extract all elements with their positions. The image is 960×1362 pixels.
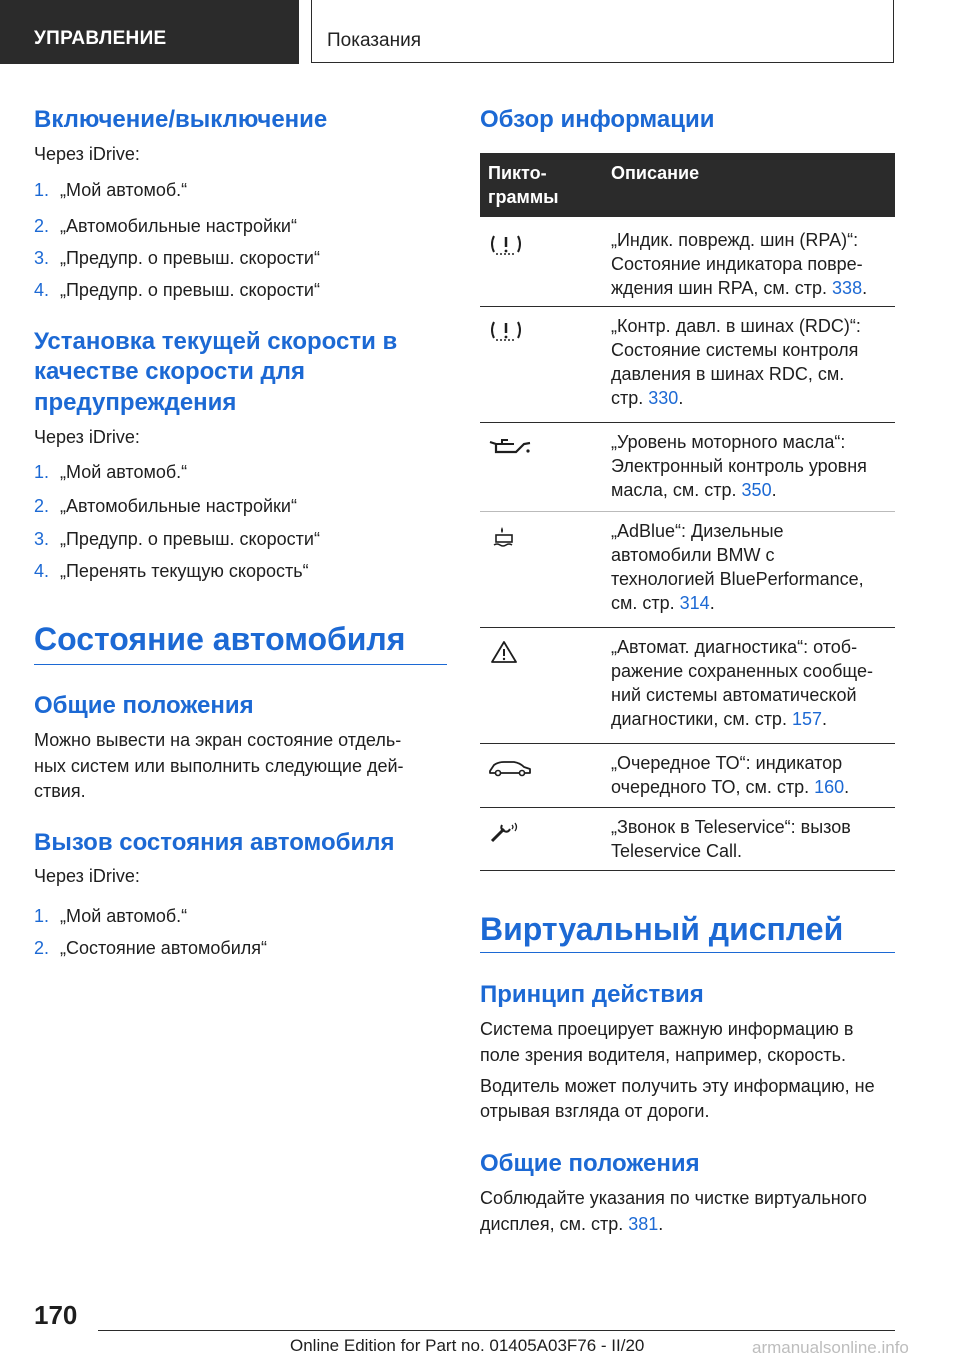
warning-triangle-icon	[488, 639, 528, 665]
edition-text: Online Edition for Part no. 01405A03F76 - II/20	[290, 1336, 645, 1355]
page-link[interactable]: 338	[832, 278, 863, 298]
row-description: „Автомат. диагностика“: отоб- ражение сохраненных сообще- ний системы автоматической диагностики, см. стр. 157.	[611, 637, 874, 729]
page-link[interactable]: 314	[679, 593, 710, 613]
paragraph-line: Водитель может получить эту информацию, не	[480, 1076, 875, 1096]
heading-general: Общие положения	[34, 692, 254, 719]
heading-on-off: Включение/выключение	[34, 106, 328, 133]
row-description: „Очередное ТО“: индикатор очередного ТО, см. стр. 160.	[611, 753, 850, 797]
page-link[interactable]: 381	[628, 1214, 659, 1234]
row-divider	[480, 306, 895, 307]
paragraph-line: ствия.	[34, 781, 86, 801]
heading-set-speed-l1: Установка текущей скорости в	[34, 328, 398, 355]
header-section-label: УПРАВЛЕНИЕ	[34, 28, 167, 49]
row-divider	[480, 627, 895, 628]
paragraph-line: ных систем или выполнить следующие дей-	[34, 756, 404, 776]
chapter-rule	[480, 952, 895, 953]
chapter-title-vehicle-status: Состояние автомобиля	[34, 621, 406, 657]
chapter-title-virtual-display: Виртуальный дисплей	[480, 911, 844, 947]
heading-principle: Принцип действия	[480, 981, 704, 1008]
table-row	[480, 629, 895, 743]
paragraph-line: Можно вывести на экран состояние отдель-	[34, 730, 402, 750]
row-divider	[480, 807, 895, 808]
oil-can-icon	[488, 434, 532, 460]
footer-rule	[98, 1330, 895, 1331]
intro-text: Через iDrive:	[34, 144, 140, 164]
row-description: „AdBlue“: Дизельные автомобили BMW с технологией BluePerformance, см. стр. 314.	[611, 521, 864, 613]
row-description: „Уровень моторного масла“: Электронный контроль уровня масла, см. стр. 350.	[611, 432, 867, 500]
paragraph-line: Система проецирует важную информацию в	[480, 1019, 854, 1039]
watermark: armanualsonline.info	[752, 1338, 909, 1357]
page-link[interactable]: 160	[814, 777, 845, 797]
heading-call-status: Вызов состояния автомобиля	[34, 829, 395, 856]
table-header	[480, 153, 895, 217]
heading-set-speed-l2: качестве скорости для	[34, 358, 305, 385]
table-header-description: Описание	[611, 163, 700, 183]
paragraph-line: поле зрения водителя, например, скорость.	[480, 1045, 847, 1065]
table-row	[480, 809, 895, 871]
row-divider	[480, 743, 895, 744]
header-section-tab	[0, 0, 299, 64]
heading-general-2: Общие положения	[480, 1150, 700, 1177]
paragraph-line: Соблюдайте указания по чистке виртуального	[480, 1188, 867, 1208]
row-divider	[480, 511, 895, 512]
table-row	[480, 308, 895, 422]
intro-text: Через iDrive:	[34, 866, 140, 886]
header-subsection-label: Показания	[327, 30, 421, 51]
chapter-rule	[34, 664, 447, 665]
row-description: „Звонок в Teleservice“: вызов Teleservice Call.	[611, 817, 851, 861]
paragraph-line: отрывая взгляда от дороги.	[480, 1101, 710, 1121]
row-divider	[480, 870, 895, 871]
adblue-icon	[488, 523, 528, 549]
table-row	[480, 745, 895, 807]
heading-set-speed-l3: предупреждения	[34, 389, 237, 416]
page-link[interactable]: 350	[741, 480, 772, 500]
intro-text: Через iDrive:	[34, 427, 140, 447]
tire-warning-icon	[488, 232, 528, 258]
page-number: 170	[34, 1300, 78, 1330]
row-divider	[480, 422, 895, 423]
table-header-pictograms: Пикто- граммы	[488, 163, 559, 207]
row-description: „Индик. поврежд. шин (RPA)“: Состояние индикатора повре- ждения шин RPA, см. стр. 338.	[611, 230, 868, 298]
paragraph-line: дисплея, см. стр. 381.	[480, 1214, 664, 1234]
service-car-icon	[488, 755, 532, 781]
table-row	[480, 222, 895, 306]
table-row	[480, 424, 895, 512]
header-subsection-tab	[311, 0, 894, 63]
heading-info-overview: Обзор информации	[480, 106, 715, 133]
page-link[interactable]: 157	[791, 709, 822, 729]
tire-pressure-icon	[488, 318, 528, 344]
teleservice-icon	[488, 819, 528, 845]
table-row	[480, 513, 895, 627]
page-link[interactable]: 330	[648, 388, 679, 408]
row-description: „Контр. давл. в шинах (RDC)“: Состояние системы контроля давления в шинах RDC, см. стр. 330.	[611, 316, 861, 408]
